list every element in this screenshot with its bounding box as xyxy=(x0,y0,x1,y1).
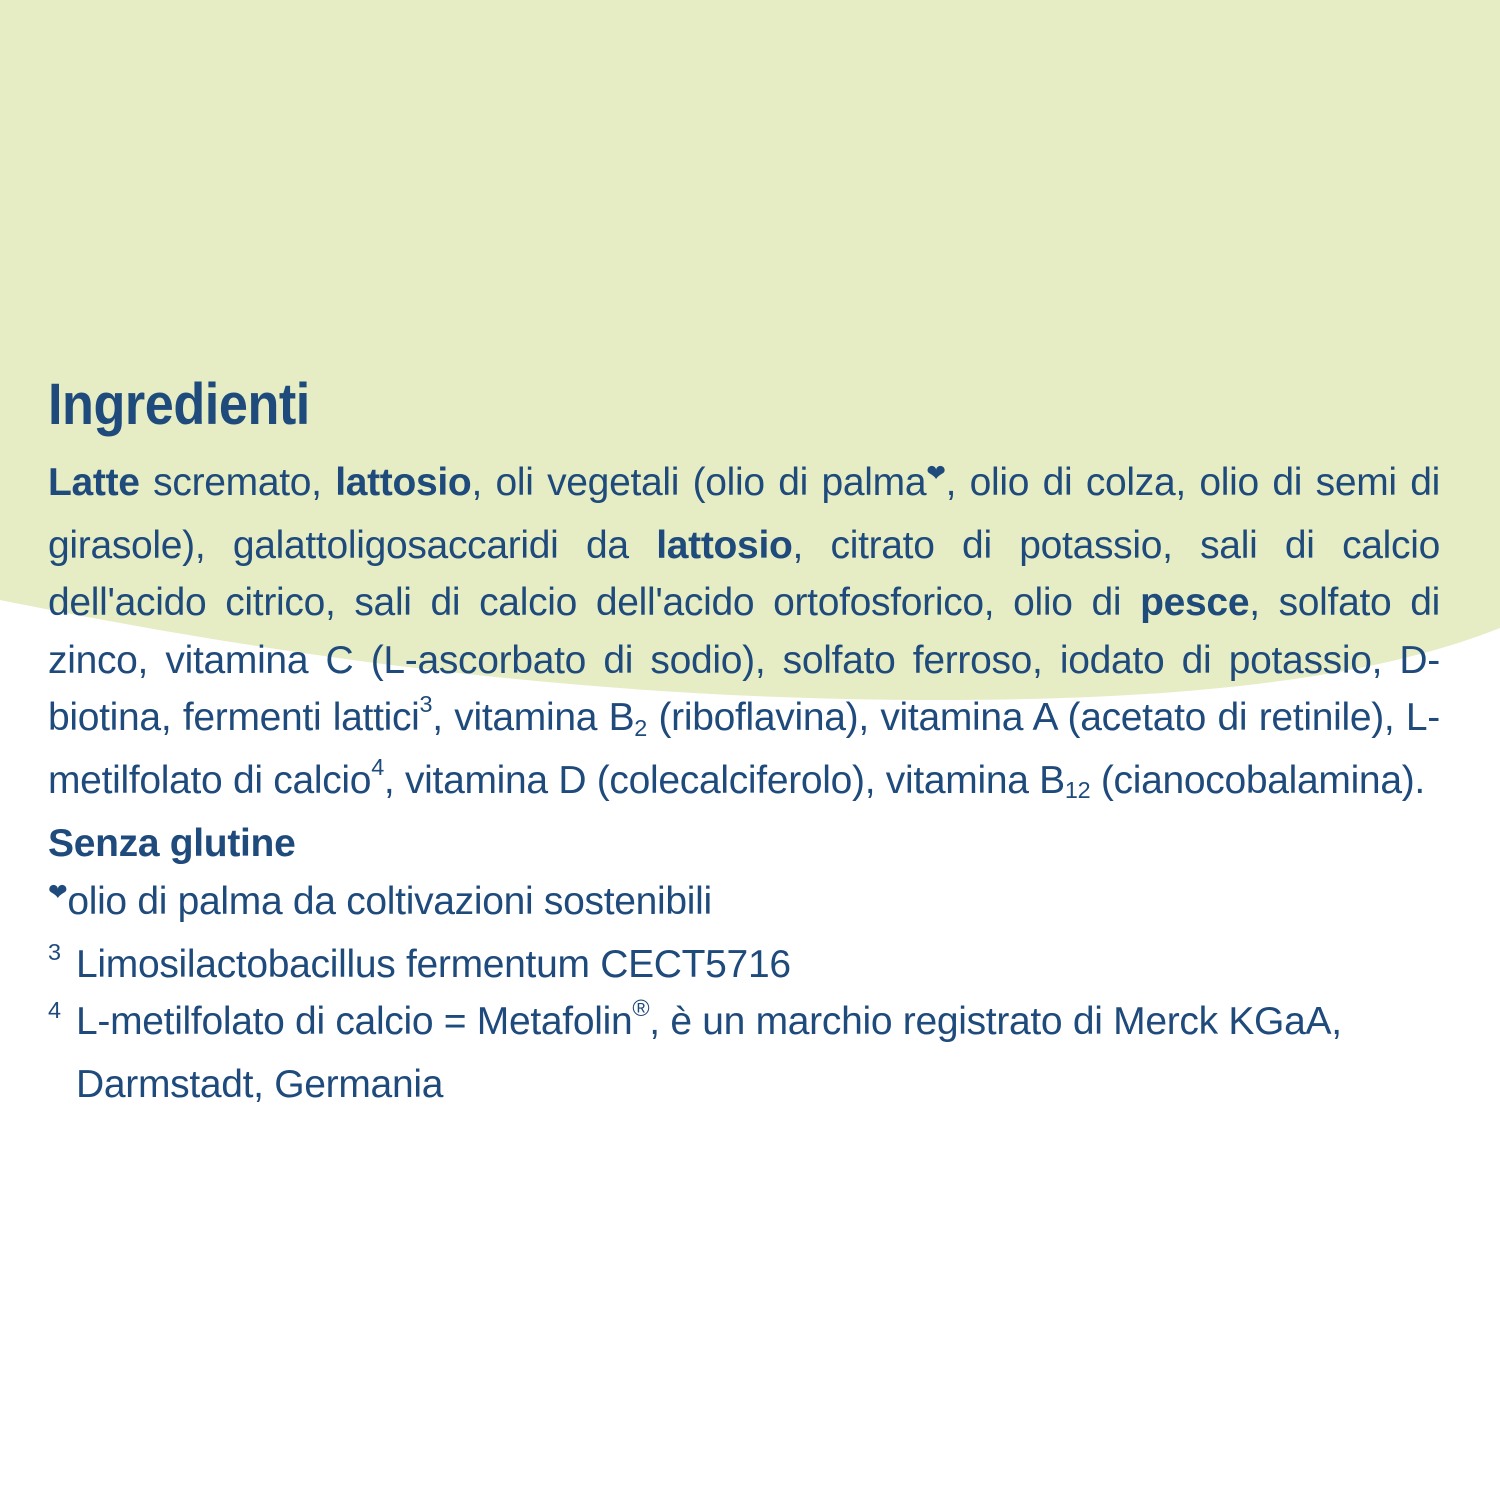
ingredients-panel xyxy=(48,372,1440,1113)
footnote-text: L-metilfolato di calcio = Metafolin xyxy=(76,1000,633,1043)
ingredients-segment: , citrato di potassio, sali di calcio dell'acido citrico, sali di calcio dell'acido ortofosforico, olio di xyxy=(48,523,1440,624)
ingredients-segment: , vitamina D (colecalciferolo), vitamina B xyxy=(383,758,1065,802)
gluten-free-label: Senza glutine xyxy=(48,822,296,865)
footnote-marker xyxy=(48,993,61,1056)
allergen-lactose: lattosio xyxy=(656,523,793,567)
ingredients-segment: , vitamina B xyxy=(432,696,635,739)
ingredients-segment: (riboflavina), vitamina A (acetato di retinile), L-metilfolato di calcio xyxy=(48,696,1440,802)
ingredients-segment: , oli vegetali (olio di palma xyxy=(471,461,927,504)
footnote-marker-3: 3 xyxy=(48,939,61,966)
heart-icon: ❤ xyxy=(48,878,68,905)
footnote-marker xyxy=(48,936,61,999)
footnote-heart xyxy=(48,873,1440,936)
ingredients-segment: (cianocobalamina). xyxy=(1090,758,1425,802)
subscript-2: 2 xyxy=(634,714,648,741)
allergen-milk: Latte xyxy=(48,461,140,504)
registered-mark: ® xyxy=(632,995,650,1022)
footnote-ref-4: 4 xyxy=(371,753,384,780)
ingredients-title: Ingredienti xyxy=(48,372,310,437)
footnote-ref-3: 3 xyxy=(419,691,433,718)
footnote-text: olio di palma da coltivazioni sostenibili xyxy=(67,880,712,923)
footnote-text: Limosilactobacillus fermentum CECT5716 xyxy=(76,942,791,986)
ingredients-segment: scremato, xyxy=(139,461,336,504)
allergen-lactose: lattosio xyxy=(335,461,472,504)
heart-icon: ❤ xyxy=(926,459,946,486)
ingredients-text xyxy=(48,454,1440,814)
footnote-3 xyxy=(48,936,1440,994)
footnote-4 xyxy=(48,993,1440,1113)
ingredients-segment: , olio di colza, olio di semi di girasole), galattoligosaccaridi da xyxy=(48,461,1440,567)
footnote-text: , è un marchio registrato di Merck KGaA, Darmstadt, Germania xyxy=(76,1000,1342,1106)
allergen-fish: pesce xyxy=(1140,581,1250,624)
subscript-12: 12 xyxy=(1064,777,1091,804)
footnote-marker-4: 4 xyxy=(48,996,61,1023)
footnotes-list xyxy=(48,873,1440,1113)
ingredients-segment: , solfato di zinco, vitamina C (L-ascorbato di sodio), solfato ferroso, iodato di potassio, D-biotina, fermenti lattici xyxy=(48,581,1440,739)
